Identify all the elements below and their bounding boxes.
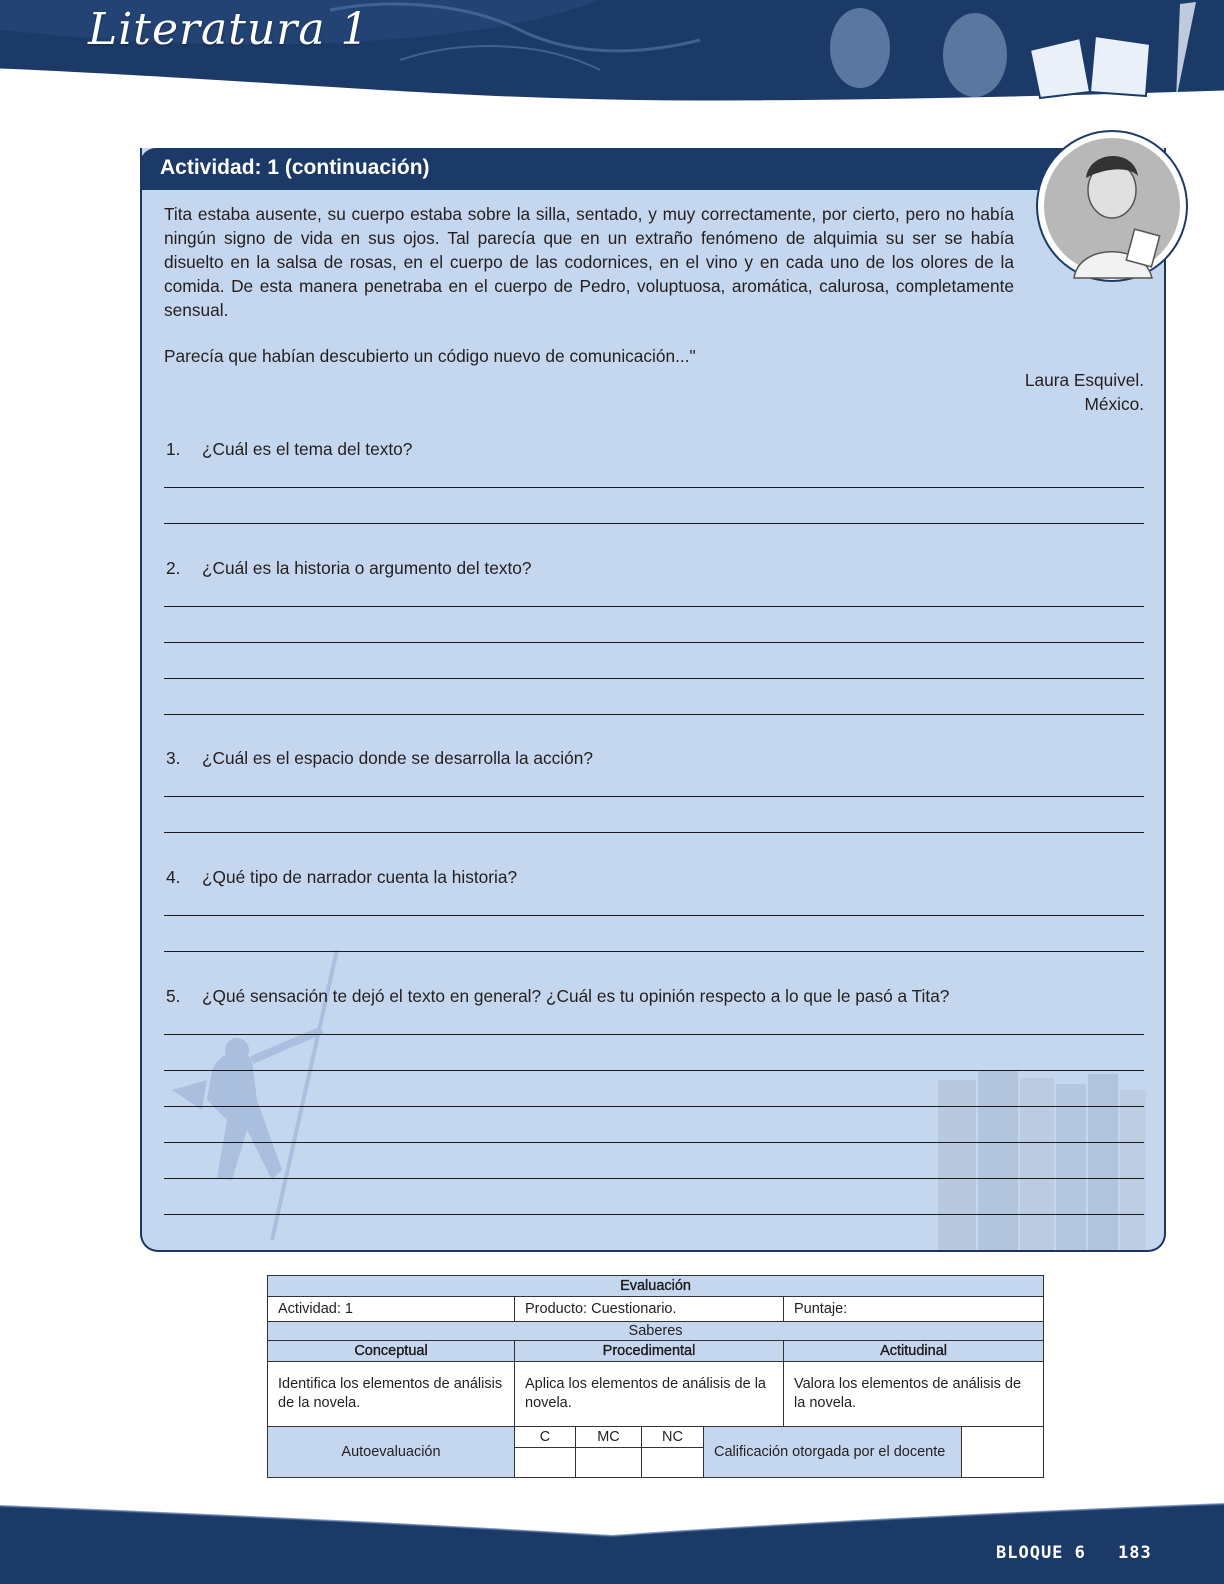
evaluation-title: Evaluación bbox=[268, 1276, 1044, 1297]
conceptual-header: Conceptual bbox=[268, 1341, 515, 1362]
question-4 bbox=[166, 865, 517, 889]
question-5 bbox=[166, 984, 949, 1008]
mc-checkbox[interactable] bbox=[576, 1448, 642, 1478]
conceptual-description: Identifica los elementos de análisis de la novela. bbox=[268, 1362, 515, 1427]
answer-line[interactable] bbox=[164, 678, 1144, 679]
answer-line[interactable] bbox=[164, 606, 1144, 607]
student-avatar-icon bbox=[1034, 128, 1190, 284]
teacher-grade-box[interactable] bbox=[962, 1427, 1044, 1478]
nc-label: NC bbox=[642, 1427, 704, 1448]
knowledge-header: Saberes bbox=[268, 1322, 1044, 1341]
c-label: C bbox=[515, 1427, 576, 1448]
nc-checkbox[interactable] bbox=[642, 1448, 704, 1478]
answer-line[interactable] bbox=[164, 1142, 1144, 1143]
question-text: ¿Cuál es la historia o argumento del texto? bbox=[202, 558, 532, 578]
activity-title: Actividad: 1 (continuación) bbox=[160, 156, 430, 179]
question-number: 1. bbox=[166, 439, 181, 459]
footer-banner bbox=[0, 1500, 1224, 1584]
question-text: ¿Cuál es el espacio donde se desarrolla la acción? bbox=[202, 748, 593, 768]
score[interactable]: Puntaje: bbox=[784, 1297, 1044, 1322]
attitudinal-header: Actitudinal bbox=[784, 1341, 1044, 1362]
question-text: ¿Cuál es el tema del texto? bbox=[202, 439, 413, 459]
question-text: ¿Qué tipo de narrador cuenta la historia? bbox=[202, 867, 518, 887]
c-checkbox[interactable] bbox=[515, 1448, 576, 1478]
passage-closing-line: Parecía que habían descubierto un código nuevo de comunicación..." bbox=[164, 346, 696, 366]
passage-text: Tita estaba ausente, su cuerpo estaba sobre la silla, sentado, y muy correctamente, por cierto, pero no había ningún signo de vida en sus ojos. Tal parecía que en un extraño fenómeno de alquimia su ser se había disuelto en la salsa de rosas, en el cuerpo de las codornices, en el vino y en cada uno de los olores de la comida. De esta manera penetraba en el cuerpo de Pedro, voluptuosa, aromática, calurosa, completamente sensual. bbox=[164, 204, 1014, 320]
answer-line[interactable] bbox=[164, 951, 1144, 952]
question-3 bbox=[166, 746, 593, 770]
answer-line[interactable] bbox=[164, 1034, 1144, 1035]
answer-line[interactable] bbox=[164, 832, 1144, 833]
page-number: 183 bbox=[1118, 1543, 1152, 1563]
teacher-grade-label: Calificación otorgada por el docente bbox=[704, 1427, 962, 1478]
answer-line[interactable] bbox=[164, 1106, 1144, 1107]
book-title: Literatura 1 bbox=[88, 4, 370, 55]
question-number: 4. bbox=[166, 867, 181, 887]
author-country: México. bbox=[1084, 394, 1144, 414]
question-number: 3. bbox=[166, 748, 181, 768]
activity-number: Actividad: 1 bbox=[268, 1297, 515, 1322]
answer-line[interactable] bbox=[164, 1070, 1144, 1071]
answer-line[interactable] bbox=[164, 1214, 1144, 1215]
attitudinal-description: Valora los elementos de análisis de la novela. bbox=[784, 1362, 1044, 1427]
product: Producto: Cuestionario. bbox=[515, 1297, 784, 1322]
answer-line[interactable] bbox=[164, 796, 1144, 797]
procedural-description: Aplica los elementos de análisis de la novela. bbox=[515, 1362, 784, 1427]
evaluation-table bbox=[267, 1275, 1044, 1478]
signature bbox=[1025, 368, 1144, 416]
mc-label: MC bbox=[576, 1427, 642, 1448]
answer-line[interactable] bbox=[164, 523, 1144, 524]
question-text: ¿Qué sensación te dejó el texto en general? ¿Cuál es tu opinión respecto a lo que le pasó a Tita? bbox=[202, 986, 950, 1006]
question-2 bbox=[166, 556, 531, 580]
answer-line[interactable] bbox=[164, 642, 1144, 643]
question-number: 2. bbox=[166, 558, 181, 578]
answer-line[interactable] bbox=[164, 915, 1144, 916]
author-name: Laura Esquivel. bbox=[1024, 370, 1144, 390]
block-label: BLOQUE 6 bbox=[996, 1543, 1086, 1563]
procedural-header: Procedimental bbox=[515, 1341, 784, 1362]
books-watermark-icon bbox=[938, 1070, 1148, 1250]
question-number: 5. bbox=[166, 986, 181, 1006]
answer-line[interactable] bbox=[164, 487, 1144, 488]
self-evaluation-label: Autoevaluación bbox=[268, 1427, 515, 1478]
answer-line[interactable] bbox=[164, 1178, 1144, 1179]
answer-line[interactable] bbox=[164, 714, 1144, 715]
question-1 bbox=[166, 437, 412, 461]
